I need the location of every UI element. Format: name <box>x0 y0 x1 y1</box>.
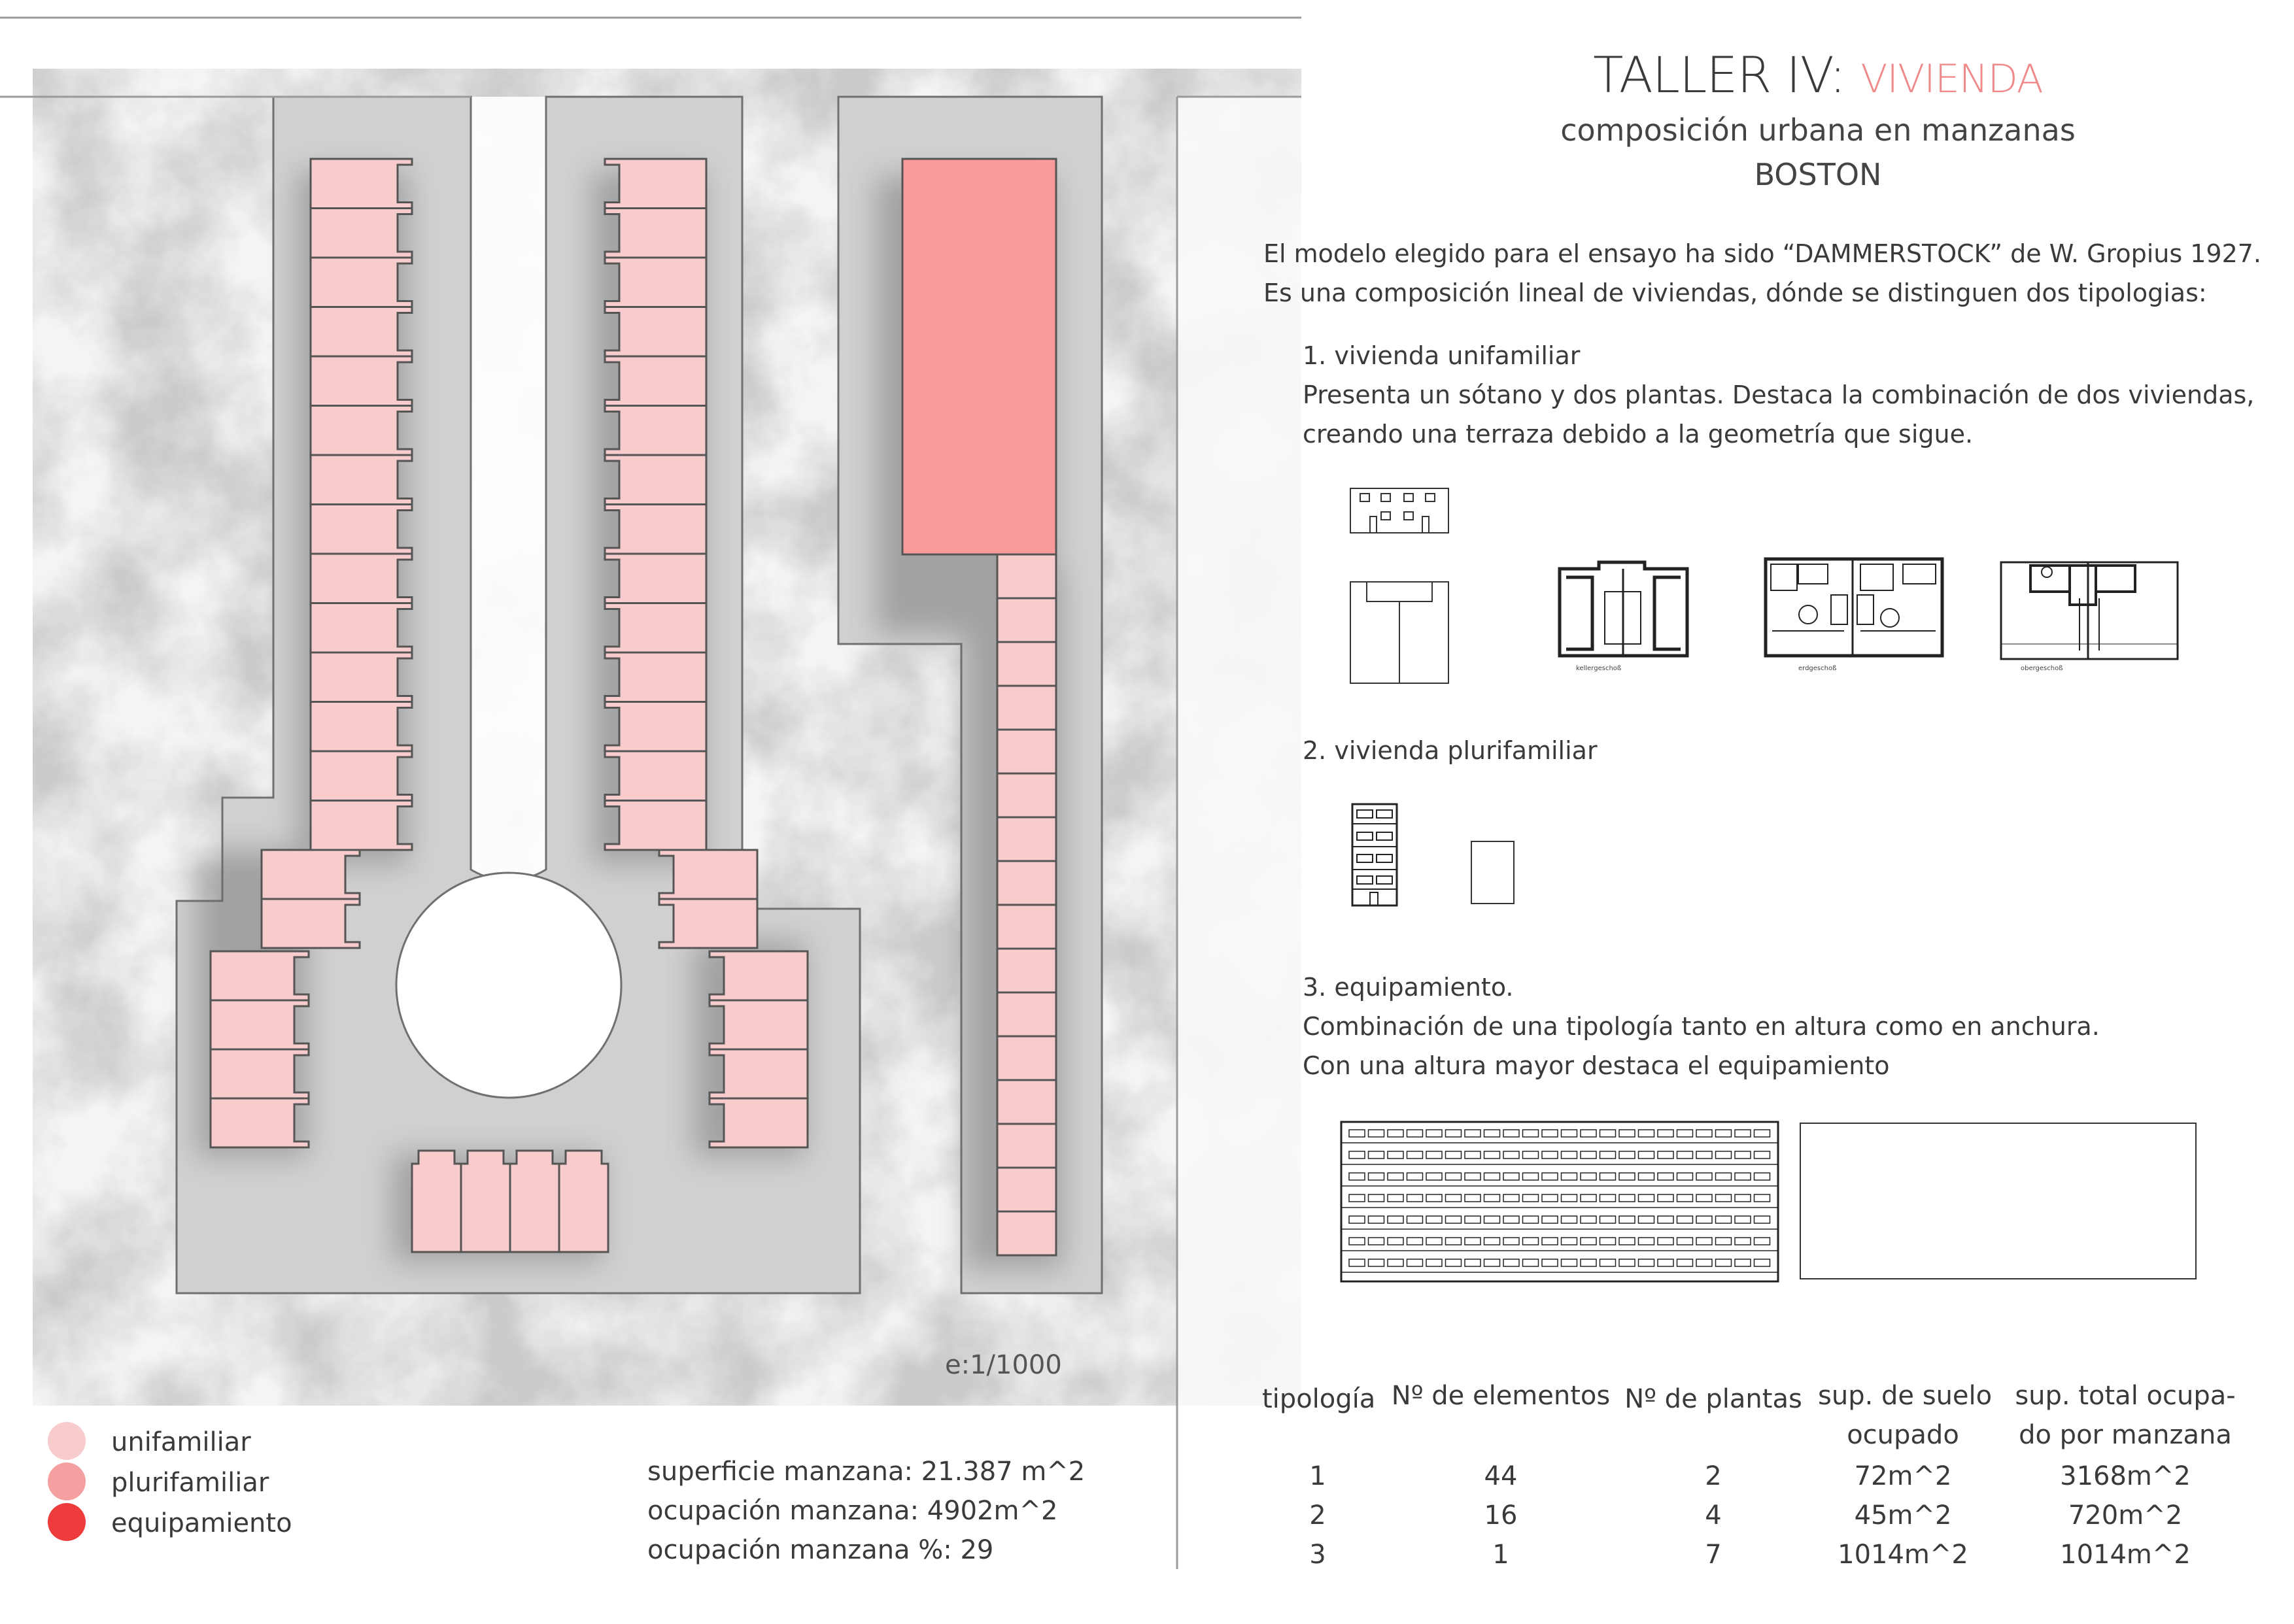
type-3-title: 3. equipamiento. <box>1303 973 1514 1002</box>
window <box>1388 1259 1403 1266</box>
window <box>1562 1238 1577 1245</box>
unifamiliar-unit <box>605 307 706 357</box>
window <box>1696 1194 1712 1202</box>
window <box>1426 1173 1442 1180</box>
unifamiliar-unit <box>412 1151 461 1252</box>
unifamiliar-unit <box>211 1098 309 1147</box>
window <box>1465 1194 1481 1202</box>
city-name: BOSTON <box>1754 157 1882 192</box>
window <box>1484 1151 1500 1159</box>
window <box>1369 1130 1384 1137</box>
stat-ocupacion: ocupación manzana: 4902m^2 <box>647 1496 1058 1526</box>
legend-dot-plurifamiliar <box>48 1463 86 1500</box>
unifamiliar-row-right <box>605 159 706 850</box>
plurifamiliar-unit <box>997 905 1056 949</box>
unifamiliar-unit <box>605 554 706 603</box>
type-2-elevation <box>1352 804 1397 905</box>
unifamiliar-unit <box>311 751 412 801</box>
window <box>1349 1194 1365 1202</box>
plurifamiliar-unit <box>997 992 1056 1036</box>
plurifamiliar-unit <box>997 642 1056 686</box>
unifamiliar-unit <box>710 1000 808 1049</box>
type-3-line-2: Con una altura mayor destaca el equipamiento <box>1303 1051 1890 1080</box>
plurifamiliar-unit <box>997 598 1056 642</box>
plurifamiliar-unit <box>997 861 1056 905</box>
window <box>1658 1259 1673 1266</box>
unifamiliar-unit <box>605 505 706 554</box>
window <box>1503 1259 1519 1266</box>
window <box>1388 1238 1403 1245</box>
unifamiliar-unit <box>311 406 412 456</box>
window <box>1755 1216 1770 1223</box>
table-cell: 1014m^2 <box>2060 1540 2191 1570</box>
unifamiliar-unit <box>311 159 412 209</box>
window <box>1677 1130 1693 1137</box>
unifamiliar-unit <box>710 1049 808 1098</box>
unifamiliar-unit <box>311 652 412 702</box>
window <box>1716 1194 1732 1202</box>
plurifamiliar-unit <box>997 1124 1056 1168</box>
plurifamiliar-unit <box>997 1080 1056 1124</box>
plurifamiliar-unit <box>997 1211 1056 1255</box>
window <box>1446 1173 1462 1180</box>
table-cell: 2 <box>1705 1461 1722 1491</box>
window <box>1658 1238 1673 1245</box>
table-cell: 72m^2 <box>1854 1461 1952 1491</box>
window <box>1523 1194 1539 1202</box>
window <box>1619 1194 1635 1202</box>
window <box>1619 1238 1635 1245</box>
unifamiliar-unit <box>311 356 412 406</box>
type-1-drawings <box>1341 481 2191 690</box>
window <box>1503 1194 1519 1202</box>
table-cell: 44 <box>1484 1461 1518 1491</box>
type-3-roof-plan <box>1800 1123 2196 1279</box>
unifamiliar-unit <box>311 702 412 752</box>
window <box>1465 1151 1481 1159</box>
legend-label-equipamiento: equipamiento <box>111 1508 292 1538</box>
window <box>1716 1238 1732 1245</box>
window <box>1446 1259 1462 1266</box>
window <box>1716 1130 1732 1137</box>
unifamiliar-unit <box>605 209 706 258</box>
unifamiliar-unit <box>311 603 412 653</box>
type-3-line-1: Combinación de una tipología tanto en altura como en anchura. <box>1303 1012 2100 1041</box>
plurifamiliar-unit <box>997 817 1056 861</box>
unifamiliar-unit <box>211 1049 309 1098</box>
window <box>1581 1194 1596 1202</box>
stat-ocupacion-pct: ocupación manzana %: 29 <box>647 1535 994 1565</box>
window <box>1523 1173 1539 1180</box>
plurifamiliar-unit <box>997 773 1056 817</box>
window <box>1581 1238 1596 1245</box>
unifamiliar-unit <box>311 307 412 357</box>
type-3-drawings <box>1337 1118 2204 1291</box>
window <box>1619 1151 1635 1159</box>
plan-label-obergeschoss: obergeschoß <box>2021 665 2063 672</box>
window <box>1562 1194 1577 1202</box>
window <box>1407 1216 1423 1223</box>
window <box>1407 1173 1423 1180</box>
window <box>1735 1173 1751 1180</box>
window <box>1639 1238 1654 1245</box>
window <box>1735 1130 1751 1137</box>
window <box>1369 1173 1384 1180</box>
table-cell: 2 <box>1309 1500 1326 1531</box>
window <box>1484 1259 1500 1266</box>
unifamiliar-unit <box>605 406 706 456</box>
window <box>1639 1173 1654 1180</box>
unifamiliar-unit <box>311 554 412 603</box>
window <box>1349 1238 1365 1245</box>
window <box>1600 1173 1616 1180</box>
window <box>1735 1216 1751 1223</box>
plurifamiliar-unit <box>997 949 1056 992</box>
unifamiliar-unit <box>211 1000 309 1049</box>
table-header-suelo-2: ocupado <box>1847 1420 1959 1450</box>
table-cell: 45m^2 <box>1854 1500 1952 1531</box>
window <box>1562 1216 1577 1223</box>
unifamiliar-unit <box>605 702 706 752</box>
unifamiliar-unit <box>659 850 757 899</box>
window <box>1562 1130 1577 1137</box>
type-1-title: 1. vivienda unifamiliar <box>1303 341 1581 370</box>
unifamiliar-unit <box>262 850 360 899</box>
table-cell: 4 <box>1705 1500 1722 1531</box>
table-header-total-1: sup. total ocupa- <box>2015 1381 2236 1411</box>
table-cell: 1 <box>1309 1461 1326 1491</box>
window <box>1735 1151 1751 1159</box>
window <box>1388 1151 1403 1159</box>
type-3-elevation <box>1341 1122 1778 1281</box>
title-accent: VIVIENDA <box>1860 56 2043 102</box>
plurifamiliar-row <box>997 554 1056 1255</box>
window <box>1349 1216 1365 1223</box>
unifamiliar-unit <box>605 159 706 209</box>
legend-dot-equipamiento <box>48 1503 86 1541</box>
window <box>1735 1238 1751 1245</box>
unifamiliar-unit <box>311 258 412 307</box>
window <box>1639 1151 1654 1159</box>
window <box>1523 1151 1539 1159</box>
window <box>1503 1130 1519 1137</box>
type-2-drawings <box>1350 801 1527 912</box>
window <box>1581 1259 1596 1266</box>
unifamiliar-unit <box>710 951 808 1000</box>
window <box>1677 1173 1693 1180</box>
window <box>1407 1259 1423 1266</box>
window <box>1619 1130 1635 1137</box>
window <box>1484 1173 1500 1180</box>
window <box>1542 1151 1558 1159</box>
window <box>1349 1130 1365 1137</box>
title-main: TALLER IV: <box>1593 46 1846 104</box>
page-subtitle: composición urbana en manzanas <box>1560 112 2076 148</box>
window <box>1407 1194 1423 1202</box>
window <box>1716 1259 1732 1266</box>
unifamiliar-unit <box>559 1151 608 1252</box>
window <box>1446 1238 1462 1245</box>
unifamiliar-unit <box>510 1151 559 1252</box>
window <box>1542 1216 1558 1223</box>
unifamiliar-unit <box>605 801 706 851</box>
window <box>1446 1130 1462 1137</box>
window <box>1735 1194 1751 1202</box>
window <box>1484 1194 1500 1202</box>
window <box>1600 1130 1616 1137</box>
type-2-roof-plan <box>1471 841 1514 904</box>
window <box>1658 1151 1673 1159</box>
table-cell: 16 <box>1484 1500 1518 1531</box>
legend-dot-unifamiliar <box>48 1422 86 1460</box>
stat-superficie: superficie manzana: 21.387 m^2 <box>647 1457 1086 1487</box>
unifamiliar-unit <box>605 455 706 505</box>
window <box>1562 1173 1577 1180</box>
window <box>1349 1151 1365 1159</box>
window <box>1426 1151 1442 1159</box>
unifamiliar-unit <box>710 1098 808 1147</box>
window <box>1542 1259 1558 1266</box>
table-header-suelo-1: sup. de suelo <box>1818 1381 1993 1411</box>
window <box>1484 1216 1500 1223</box>
window <box>1388 1216 1403 1223</box>
table-header-plantas: Nº de plantas <box>1624 1384 1802 1414</box>
window <box>1542 1173 1558 1180</box>
plurifamiliar-unit <box>997 686 1056 730</box>
unifamiliar-unit <box>311 505 412 554</box>
table-cell: 3 <box>1309 1540 1326 1570</box>
window <box>1639 1216 1654 1223</box>
window <box>1677 1259 1693 1266</box>
window <box>1388 1130 1403 1137</box>
window <box>1503 1173 1519 1180</box>
window <box>1755 1238 1770 1245</box>
window <box>1658 1194 1673 1202</box>
plan-label-kellergeschoss: kellergeschoß <box>1576 665 1622 672</box>
window <box>1600 1216 1616 1223</box>
type-1-ground-floor-plan <box>1766 559 1942 656</box>
window <box>1523 1216 1539 1223</box>
window <box>1523 1238 1539 1245</box>
unifamiliar-row-left <box>311 159 412 850</box>
window <box>1755 1259 1770 1266</box>
window <box>1407 1130 1423 1137</box>
unifamiliar-unit <box>311 801 412 851</box>
window <box>1388 1173 1403 1180</box>
table-header-total-2: do por manzana <box>2019 1420 2232 1450</box>
window <box>1369 1259 1384 1266</box>
window <box>1369 1216 1384 1223</box>
window <box>1677 1151 1693 1159</box>
window <box>1465 1259 1481 1266</box>
window <box>1581 1216 1596 1223</box>
window <box>1716 1173 1732 1180</box>
window <box>1465 1238 1481 1245</box>
type-1-upper-floor-plan <box>2001 562 2178 659</box>
window <box>1523 1130 1539 1137</box>
window <box>1446 1216 1462 1223</box>
window <box>1600 1259 1616 1266</box>
window <box>1696 1151 1712 1159</box>
window <box>1426 1194 1442 1202</box>
window <box>1446 1194 1462 1202</box>
plurifamiliar-unit <box>997 1036 1056 1080</box>
window <box>1426 1130 1442 1137</box>
window <box>1600 1151 1616 1159</box>
window <box>1369 1151 1384 1159</box>
window <box>1562 1259 1577 1266</box>
table-cell: 1014m^2 <box>1838 1540 1968 1570</box>
window <box>1619 1259 1635 1266</box>
window <box>1523 1259 1539 1266</box>
plurifamiliar-unit <box>997 1168 1056 1211</box>
unifamiliar-unit <box>605 603 706 653</box>
window <box>1426 1216 1442 1223</box>
window <box>1658 1216 1673 1223</box>
window <box>1677 1238 1693 1245</box>
window <box>1755 1194 1770 1202</box>
table-cell: 7 <box>1705 1540 1722 1570</box>
unifamiliar-unit <box>211 951 309 1000</box>
window <box>1755 1173 1770 1180</box>
unifamiliar-unit <box>311 455 412 505</box>
window <box>1465 1173 1481 1180</box>
window <box>1696 1130 1712 1137</box>
window <box>1465 1216 1481 1223</box>
window <box>1696 1173 1712 1180</box>
window <box>1465 1130 1481 1137</box>
window <box>1677 1194 1693 1202</box>
unifamiliar-unit <box>605 356 706 406</box>
window <box>1639 1130 1654 1137</box>
window <box>1503 1238 1519 1245</box>
window <box>1349 1173 1365 1180</box>
window <box>1696 1259 1712 1266</box>
table-header-elementos: Nº de elementos <box>1391 1381 1611 1411</box>
window <box>1407 1151 1423 1159</box>
unifamiliar-unit <box>605 652 706 702</box>
unifamiliar-unit <box>605 751 706 801</box>
type-1-elevation <box>1350 488 1448 533</box>
window <box>1407 1238 1423 1245</box>
type-1-basement-plan <box>1560 562 1687 656</box>
window <box>1600 1194 1616 1202</box>
page-title <box>1556 46 2080 104</box>
intro-line-2: Es una composición lineal de viviendas, dónde se distinguen dos tipologias: <box>1263 279 2207 307</box>
window <box>1581 1130 1596 1137</box>
type-2-title: 2. vivienda plurifamiliar <box>1303 736 1598 765</box>
type-1-roof-plan <box>1350 582 1448 683</box>
table-cell: 1 <box>1492 1540 1509 1570</box>
window <box>1755 1151 1770 1159</box>
window <box>1600 1238 1616 1245</box>
type-1-line-1: Presenta un sótano y dos plantas. Destaca la combinación de dos viviendas, <box>1303 381 2255 409</box>
window <box>1542 1130 1558 1137</box>
legend-label-unifamiliar: unifamiliar <box>111 1427 251 1457</box>
window <box>1388 1194 1403 1202</box>
window <box>1503 1216 1519 1223</box>
plurifamiliar-unit <box>997 554 1056 598</box>
window <box>1619 1173 1635 1180</box>
window <box>1716 1216 1732 1223</box>
window <box>1677 1216 1693 1223</box>
table-cell: 720m^2 <box>2068 1500 2183 1531</box>
unifamiliar-unit <box>605 258 706 307</box>
intro-line-1: El modelo elegido para el ensayo ha sido “DAMMERSTOCK” de W. Gropius 1927. <box>1263 239 2262 268</box>
unifamiliar-unit <box>461 1151 510 1252</box>
table-cell: 3168m^2 <box>2060 1461 2191 1491</box>
window <box>1658 1130 1673 1137</box>
window <box>1755 1130 1770 1137</box>
equipamiento-block <box>902 159 1056 554</box>
window <box>1542 1238 1558 1245</box>
window <box>1484 1238 1500 1245</box>
unifamiliar-unit <box>659 899 757 948</box>
window <box>1581 1173 1596 1180</box>
window <box>1542 1194 1558 1202</box>
unifamiliar-unit <box>262 899 360 948</box>
window <box>1696 1238 1712 1245</box>
window <box>1696 1216 1712 1223</box>
window <box>1446 1151 1462 1159</box>
window <box>1658 1173 1673 1180</box>
window <box>1484 1130 1500 1137</box>
window <box>1503 1151 1519 1159</box>
window <box>1349 1259 1365 1266</box>
unifamiliar-unit <box>311 209 412 258</box>
window <box>1426 1259 1442 1266</box>
plan-label-erdgeschoss: erdgeschoß <box>1798 665 1837 672</box>
window <box>1716 1151 1732 1159</box>
window <box>1369 1238 1384 1245</box>
legend-label-plurifamiliar: plurifamiliar <box>111 1468 269 1498</box>
window <box>1619 1216 1635 1223</box>
table-header-tipologia: tipología <box>1262 1384 1376 1414</box>
scale-label: e:1/1000 <box>945 1350 1062 1380</box>
window <box>1735 1259 1751 1266</box>
window <box>1639 1259 1654 1266</box>
type-1-line-2: creando una terraza debido a la geometría que sigue. <box>1303 420 1974 448</box>
plurifamiliar-unit <box>997 730 1056 773</box>
window <box>1369 1194 1384 1202</box>
window <box>1639 1194 1654 1202</box>
window <box>1426 1238 1442 1245</box>
window <box>1581 1151 1596 1159</box>
window <box>1562 1151 1577 1159</box>
